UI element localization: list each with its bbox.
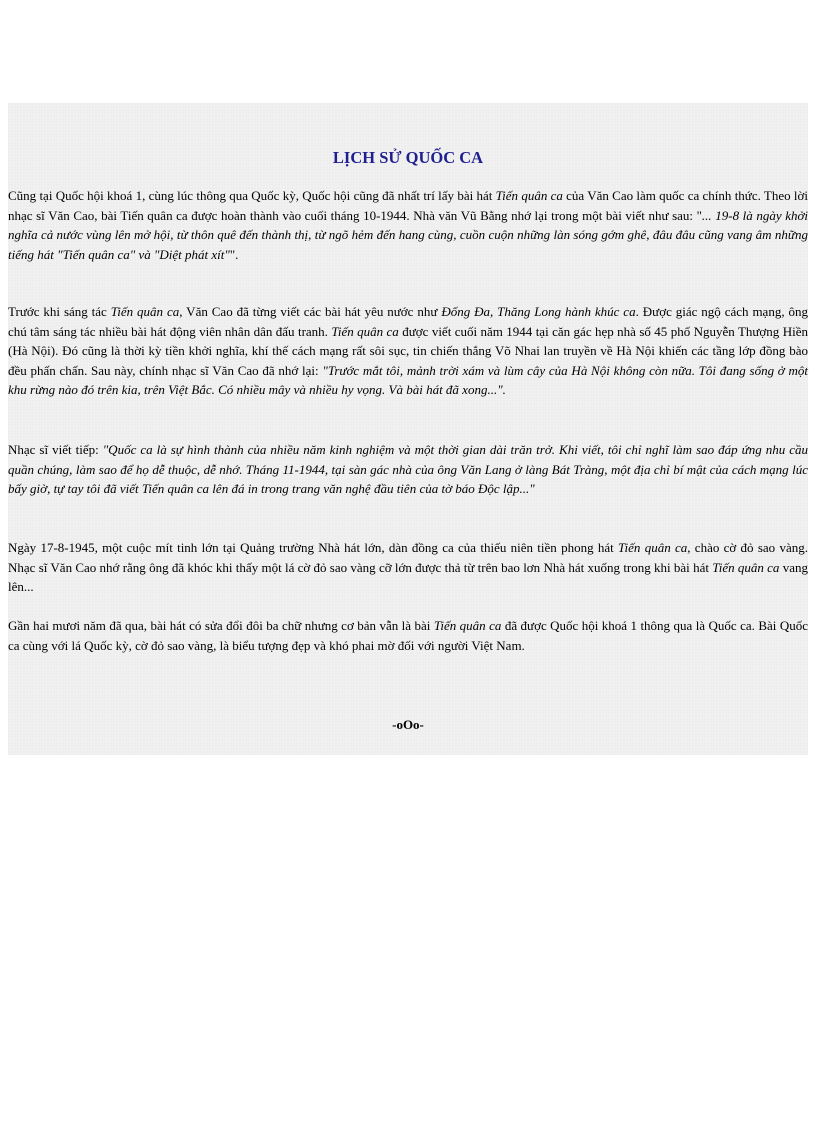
paragraph-2 [8, 302, 808, 400]
paragraph-2-text-g: được viết cuối năm 1944 tại căn gác hẹp nhà số 45 phố Nguyễn Thượng Hiền (Hà Nội). Đó cũng là thời kỳ tiền khởi nghĩa, khí thế cách mạng rất sôi sục, tin chiến thắng Võ Nhai lan truyền về Hà Nội khiến các tầng lớp đồng bào đều phấn chấn. Sau này, chính nhạc sĩ Văn Cao đã nhớ lại: [8, 323, 808, 378]
song-title: Tiến quân ca [110, 304, 180, 319]
paragraph-1 [8, 186, 808, 264]
paragraph-2-text-a: Trước khi sáng tác [8, 304, 111, 319]
page-title: LỊCH SỬ QUỐC CA [332, 148, 484, 167]
document-panel [8, 103, 808, 755]
paragraph-4-text-e: vang lên... [8, 559, 808, 594]
paragraph-2-text-e: . Được giác ngộ cách mạng, ông chú tâm sáng tác nhiều bài hát động viên nhân dân đấu tranh. [8, 304, 808, 339]
song-title: Tiến quân ca [495, 188, 563, 203]
paragraph-1-text-a: Cũng tại Quốc hội khoá 1, cùng lúc thông qua Quốc kỳ, Quốc hội cũng đã nhất trí lấy bài hát [8, 188, 496, 203]
song-title: Tiến quân ca [331, 323, 399, 339]
paragraph-4-text-c: , chào cờ đỏ sao vàng. Nhạc sĩ Văn Cao nhớ rằng ông đã khóc khi thấy một lá cờ đỏ sao vàng cỡ lớn được thả từ trên bao lơn Nhà hát xuống trong khi bài hát [8, 540, 808, 575]
song-title: Tiến quân ca [618, 540, 688, 555]
end-marker: -oOo- [392, 717, 424, 732]
quote-vu-bang: ... 19-8 là ngày khởi nghĩa cả nước vùng lên mở hội, từ thôn quê đến thành thị, từ ngõ hẻm đến hang cùng, cuồn cuộn những làn sóng gớm ghê, đâu đâu cũng vang âm những tiếng hát "Tiến quân ca" và "Diệt phát xít" [8, 207, 809, 262]
paragraph-5 [8, 616, 808, 655]
quote-van-cao-2: "Quốc ca là sự hình thành của nhiều năm kinh nghiệm và một thời gian dài trăn trở. Khi viết, tôi chỉ nghĩ làm sao đáp ứng nhu cầu quần chúng, làm sao để họ dễ thuộc, dễ nhớ. Tháng 11-1944, tại sàn gác nhà của ông Văn Lang ở làng Bát Tràng, một địa chỉ bí mật của cách mạng lúc bấy giờ, tự tay tôi đã viết Tiến quân ca lên đá in trong trang văn nghệ đầu tiên của tờ báo Độc lập..." [8, 442, 808, 496]
paragraph-1-text-e: ". [229, 246, 239, 262]
paragraph-1-text-c: của Văn Cao làm quốc ca chính thức. Theo lời nhạc sĩ Văn Cao, bài Tiến quân ca được hoàn thành vào cuối tháng 10-1944. Nhà văn Vũ Bằng nhớ lại trong một bài viết như sau: " [8, 188, 809, 223]
paragraph-2-text-c: , Văn Cao đã từng viết các bài hát yêu nước như [179, 304, 442, 319]
song-titles: Đống Đa, Thăng Long hành khúc ca [441, 304, 636, 319]
paragraph-3-text-a: Nhạc sĩ viết tiếp: [8, 442, 103, 457]
paragraph-4 [8, 538, 808, 597]
paragraph-3 [8, 440, 808, 499]
song-title: Tiến quân ca [433, 618, 502, 633]
paragraph-5-text-c: đã được Quốc hội khoá 1 thông qua là Quốc ca. Bài Quốc ca cùng với lá Quốc kỳ, cờ đỏ sao vàng, là biểu tượng đẹp và khó phai mờ đối với người Việt Nam. [8, 618, 808, 653]
song-title: Tiến quân ca [712, 559, 780, 575]
paragraph-5-text-a: Gần hai mươi năm đã qua, bài hát có sửa đổi đôi ba chữ nhưng cơ bản vẫn là bài [8, 618, 434, 633]
quote-van-cao: "Trước mắt tôi, mảnh trời xám và lùm cây của Hà Nội không còn nữa. Tôi đang sống ở một khu rừng nào đó trên kia, trên Việt Bắc. Có nhiều mây và nhiều hy vọng. Và bài hát đã xong...". [8, 362, 808, 397]
paragraph-4-text-a: Ngày 17-8-1945, một cuộc mít tinh lớn tại Quảng trường Nhà hát lớn, dàn đồng ca của thiếu niên tiền phong hát [8, 540, 619, 555]
